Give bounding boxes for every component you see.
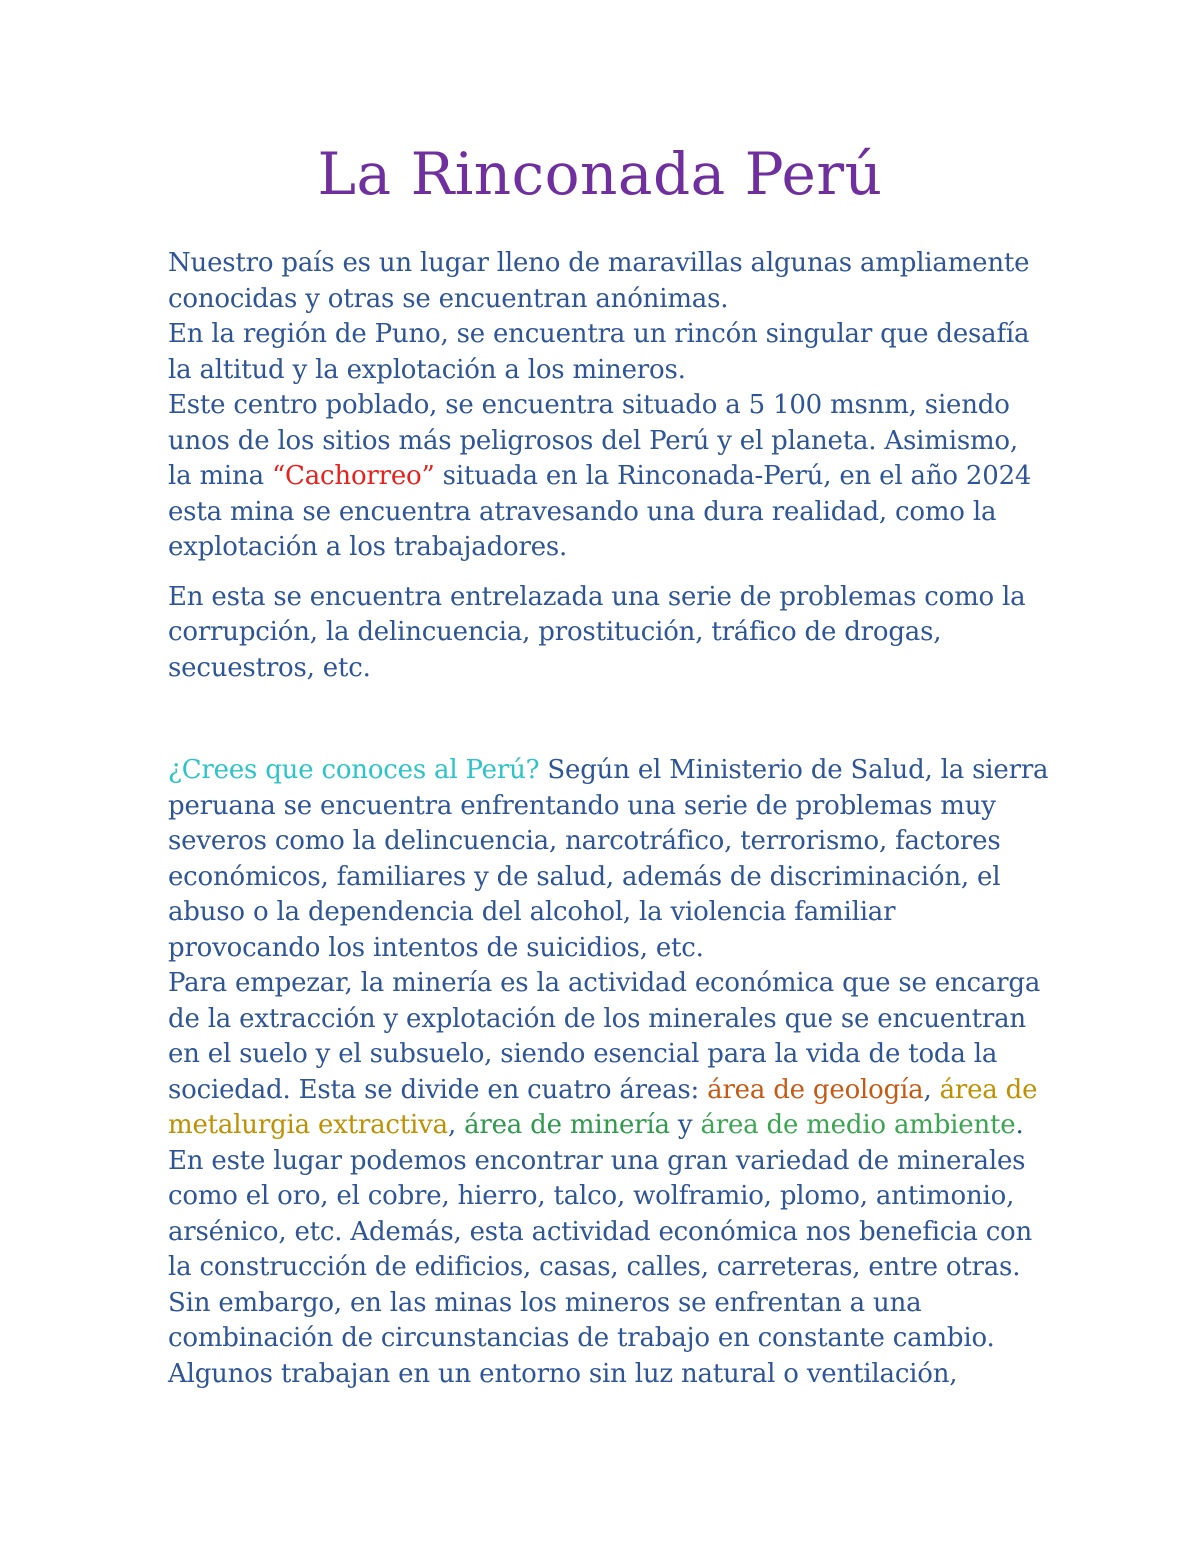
text-segment: la mina xyxy=(168,461,272,491)
paragraph-spacer xyxy=(168,686,1048,753)
text-line: En esta se encuentra entrelazada una serie de problemas como la xyxy=(168,581,1026,612)
text-line: Este centro poblado, se encuentra situado a 5 100 msnm, siendo xyxy=(168,390,1010,420)
highlight-metalurgia-start: área de xyxy=(939,1074,1038,1105)
highlight-metalurgia: metalurgia extractiva xyxy=(168,1110,448,1140)
text-line: abuso o la dependencia del alcohol, la violencia familiar xyxy=(168,897,896,927)
highlight-cachorreo: “Cachorreo” xyxy=(271,461,435,491)
text-segment: , xyxy=(447,1110,465,1140)
text-segment: . xyxy=(1015,1110,1024,1140)
text-line: corrupción, la delincuencia, prostitución, tráfico de drogas, xyxy=(168,617,942,647)
text-line: unos de los sitios más peligrosos del Perú y el planeta. Asimismo, xyxy=(168,425,1018,456)
text-line: en el suelo y el subsuelo, siendo esencial para la vida de toda la xyxy=(168,1039,998,1069)
highlight-question: ¿Crees que conoces al Perú? xyxy=(168,755,540,785)
paragraph-problems xyxy=(168,580,1048,687)
text-line: En la región de Puno, se encuentra un rincón singular que desafía xyxy=(168,319,1030,349)
text-line: En este lugar podemos encontrar una gran variedad de minerales xyxy=(168,1145,1026,1176)
text-line xyxy=(168,1073,1048,1109)
text-segment: sociedad. Esta se divide en cuatro áreas: xyxy=(168,1074,708,1105)
highlight-mineria: área de minería xyxy=(464,1110,670,1140)
text-line: la construcción de edificios, casas, calles, carreteras, entre otras. xyxy=(168,1252,1021,1282)
text-segment: , xyxy=(923,1074,940,1105)
text-line: Nuestro país es un lugar lleno de maravillas algunas ampliamente xyxy=(168,248,1030,278)
text-segment: y xyxy=(669,1110,701,1140)
text-line xyxy=(168,753,1048,789)
text-line: Algunos trabajan en un entorno sin luz natural o ventilación, xyxy=(168,1358,958,1389)
text-segment: situada en la Rinconada-Perú, en el año 2024 xyxy=(434,461,1032,491)
highlight-geologia: área de geología xyxy=(707,1074,924,1105)
text-line: provocando los intentos de suicidios, etc. xyxy=(168,932,704,963)
document-body xyxy=(168,246,1048,1392)
text-line: esta mina se encuentra atravesando una dura realidad, como la xyxy=(168,496,997,527)
text-line: económicos, familiares y de salud, además de discriminación, el xyxy=(168,861,1001,892)
text-line: severos como la delincuencia, narcotráfico, terrorismo, factores xyxy=(168,826,1001,856)
text-line: como el oro, el cobre, hierro, talco, wolframio, plomo, antimonio, xyxy=(168,1181,1015,1211)
paragraph-intro xyxy=(168,246,1048,566)
text-line: Para empezar, la minería es la actividad económica que se encarga xyxy=(168,968,1041,998)
text-line: explotación a los trabajadores. xyxy=(168,532,568,562)
document-title: La Rinconada Perú xyxy=(317,140,883,208)
paragraph-spacer xyxy=(168,566,1048,580)
text-line: combinación de circunstancias de trabajo en constante cambio. xyxy=(168,1323,995,1353)
highlight-medio-ambiente: área de medio ambiente xyxy=(700,1110,1016,1140)
text-segment: Según el Ministerio de Salud, la sierra xyxy=(539,755,1049,785)
text-line: la altitud y la explotación a los mineros. xyxy=(168,354,686,385)
text-line: arsénico, etc. Además, esta actividad económica nos beneficia con xyxy=(168,1216,1033,1247)
text-line: conocidas y otras se encuentran anónimas. xyxy=(168,283,729,314)
paragraph-main xyxy=(168,753,1048,1392)
text-line xyxy=(168,459,1048,495)
text-line xyxy=(168,1108,1048,1144)
text-line: Sin embargo, en las minas los mineros se enfrentan a una xyxy=(168,1287,922,1318)
text-line: peruana se encuentra enfrentando una serie de problemas muy xyxy=(168,790,996,821)
text-line: secuestros, etc. xyxy=(168,652,371,683)
text-line: de la extracción y explotación de los minerales que se encuentran xyxy=(168,1003,1026,1034)
